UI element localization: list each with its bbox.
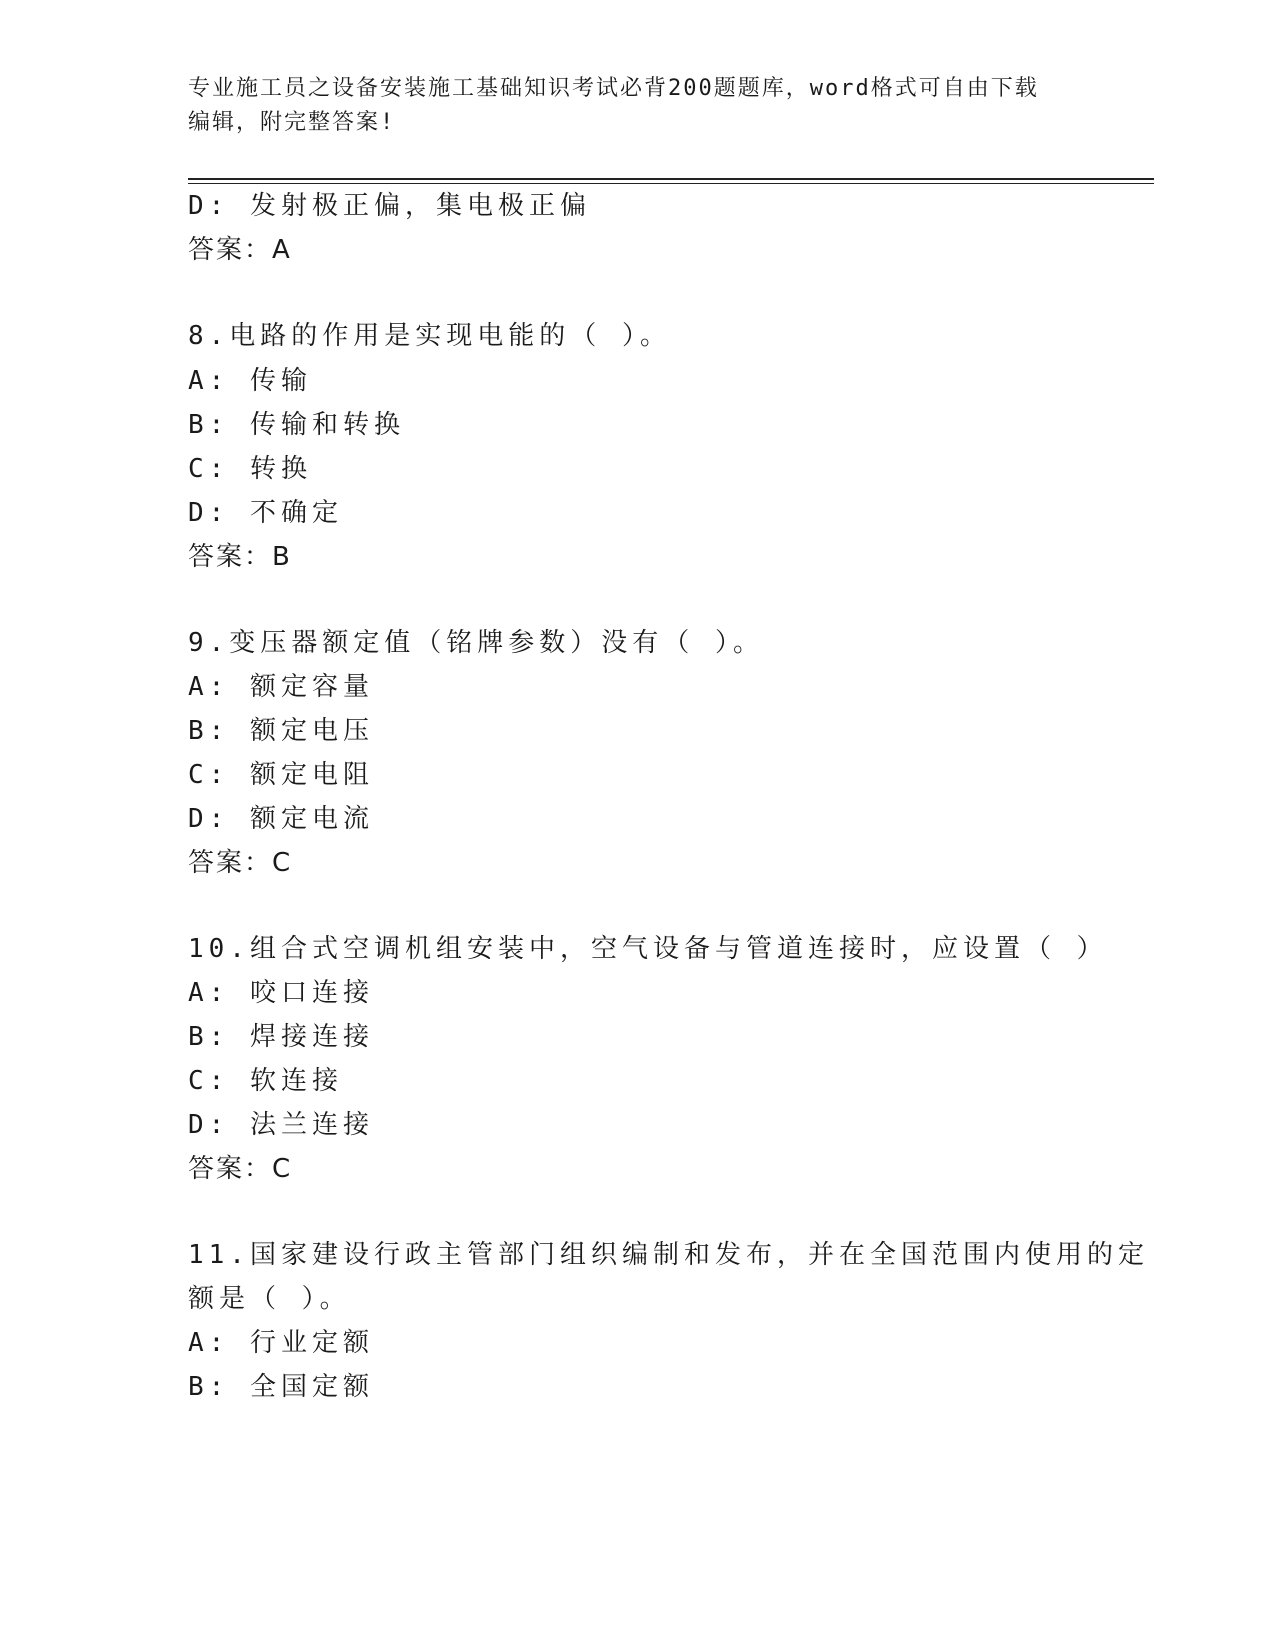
q9-answer: 答案：C bbox=[188, 848, 293, 878]
q8-option-d: D: 不确定 bbox=[188, 498, 343, 528]
q10-stem: 10.组合式空调机组安装中，空气设备与管道连接时，应设置（ ） bbox=[188, 934, 1108, 964]
q9-option-a: A: 额定容量 bbox=[188, 672, 374, 702]
q10-option-b: B: 焊接连接 bbox=[188, 1022, 374, 1052]
q8-answer: 答案：B bbox=[188, 542, 292, 572]
q9-stem: 9.变压器额定值（铭牌参数）没有（ ）。 bbox=[188, 628, 764, 658]
q11-option-a: A: 行业定额 bbox=[188, 1328, 374, 1358]
q9-option-b: B: 额定电压 bbox=[188, 716, 374, 746]
q10-option-a: A: 咬口连接 bbox=[188, 978, 374, 1008]
header-line-2: 编辑，附完整答案! bbox=[188, 110, 396, 135]
q7-answer: 答案：A bbox=[188, 235, 292, 265]
q8-option-b: B: 传输和转换 bbox=[188, 410, 405, 440]
q8-stem: 8.电路的作用是实现电能的（ ）。 bbox=[188, 321, 671, 351]
q10-answer: 答案：C bbox=[188, 1154, 293, 1184]
header-divider-thin bbox=[188, 183, 1154, 184]
q9-option-d: D: 额定电流 bbox=[188, 804, 374, 834]
q9-option-c: C: 额定电阻 bbox=[188, 760, 374, 790]
q8-option-a: A: 传输 bbox=[188, 366, 312, 396]
q11-option-b: B: 全国定额 bbox=[188, 1372, 374, 1402]
header-divider-thick bbox=[188, 178, 1154, 180]
q10-option-d: D: 法兰连接 bbox=[188, 1110, 374, 1140]
q7-option-d: D: 发射极正偏，集电极正偏 bbox=[188, 191, 591, 221]
q11-stem-line-2: 额是（ ）。 bbox=[188, 1284, 351, 1314]
q8-option-c: C: 转换 bbox=[188, 454, 312, 484]
page-header bbox=[188, 72, 1088, 140]
header-line-1: 专业施工员之设备安装施工基础知识考试必背200题题库，word格式可自由下载 bbox=[188, 76, 1039, 101]
q10-option-c: C: 软连接 bbox=[188, 1066, 343, 1096]
q11-stem-line-1: 11.国家建设行政主管部门组织编制和发布，并在全国范围内使用的定 bbox=[188, 1240, 1149, 1270]
